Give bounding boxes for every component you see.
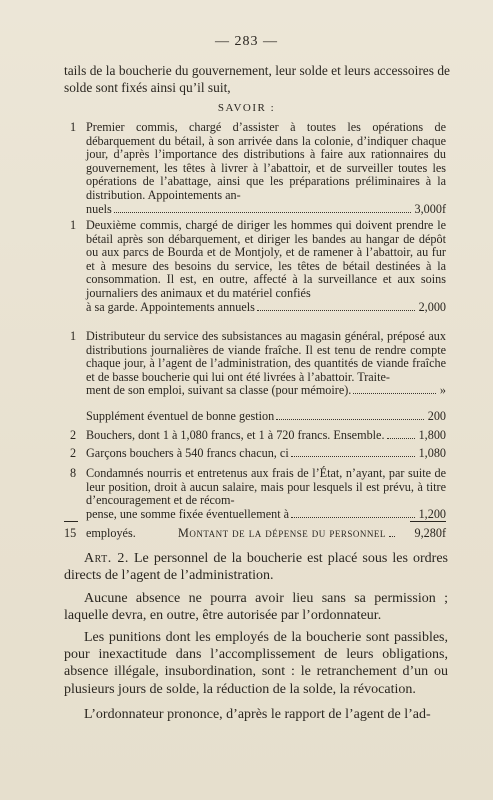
article-2	[64, 550, 448, 584]
total-description: Montant de la dépense du personnel	[178, 526, 386, 540]
entry-last-line: nuels	[86, 201, 112, 216]
entry-description: Premier commis, chargé d’assister à toutes les opérations de débarquement du bétail, à son arrivée dans la colonie, d’indiquer chaque jour, d’après l’importance des distributions à faire aux rationnaires du gouvernement, les têtes à livrer à l’abattoir, et de surveiller toutes les opérations de l’abattage, ainsi que les préparations préliminaires à la distribution. Appointements an-	[86, 120, 446, 202]
entry-last-line: à sa garde. Appointements annuels	[86, 299, 255, 314]
savoir-heading: SAVOIR :	[217, 102, 276, 114]
entry-amount: 1,800	[418, 428, 446, 442]
entry-description: Condamnés nourris et entretenus aux frais de l’État, n’ayant, par suite de leur position, droit à aucun salaire, mais pour lesquels il est prévu, à titre d’encouragement et de récom-	[86, 466, 446, 508]
article-text: Le personnel de la boucherie est placé sous les ordres directs de l’agent de l’administration.	[64, 551, 448, 584]
entry-supplement	[64, 410, 446, 424]
total-amount: 9,280f	[414, 526, 446, 540]
entry-count: 1	[70, 218, 77, 232]
total-label: employés.	[86, 526, 136, 540]
entry-distributeur	[64, 330, 446, 398]
entry-count: 2	[70, 428, 77, 442]
paragraph-absence	[64, 590, 448, 624]
article-label: Art. 2.	[84, 551, 129, 566]
entry-amount: 200	[427, 409, 446, 423]
entry-amount: 2,000	[418, 299, 446, 314]
paragraph-ordonnateur	[64, 706, 448, 723]
entry-description: Distributeur du service des subsistances au magasin général, préposé aux distributions journalières de viande fraîche. Il est tenu de rendre compte chaque jour, à l’agent de l’administration, des quantités de viande fraîche et de basse boucherie qui lui ont été livrées à l’abattoir. Traite-	[86, 329, 446, 384]
entry-last-line: Supplément éventuel de bonne gestion	[86, 409, 275, 423]
entry-deuxieme-commis	[64, 219, 446, 314]
entry-condamnes	[64, 467, 446, 521]
intro-text: tails de la boucherie du gouvernement, leur solde et leurs accessoires de solde sont fixés ainsi qu’il suit,	[64, 63, 450, 95]
entry-bouchers	[64, 429, 446, 443]
entry-garcons-bouchers	[64, 447, 446, 461]
entry-last-line: pense, une somme fixée éventuellement à	[86, 506, 290, 521]
paragraph-punitions	[64, 629, 448, 698]
entry-premier-commis	[64, 121, 446, 216]
entry-description: Deuxième commis, chargé de diriger les hommes qui doivent prendre le bétail après son débarquement, et diriger les bandes au hangar de dépôt ou aux parcs de Bourda et de Montjoly, et de ramener à l’abattoir, au fur et à mesure des besoins du service, les têtes de bétail destinées à la consommation. Il est, en outre, affecté à la surveillance et aux soins journaliers des animaux et du matériel confiés	[86, 218, 446, 300]
entry-last-line: Bouchers, dont 1 à 1,080 francs, et 1 à 720 francs. Ensemble.	[86, 428, 385, 442]
paragraph-text: Aucune absence ne pourra avoir lieu sans sa permission ; laquelle devra, en outre, être autorisée par l’ordonnateur.	[64, 591, 448, 624]
entry-amount: 1,080	[418, 446, 446, 460]
entry-count: 8	[70, 466, 77, 480]
total-rule-right	[410, 521, 446, 522]
entry-amount: 1,200	[418, 506, 446, 521]
paragraph-text: L’ordonnateur prononce, d’après le rapport de l’agent de l’ad-	[84, 707, 431, 722]
paragraph-text: Les punitions dont les employés de la boucherie sont passibles, pour inexactitude dans l’accomplissement de leurs obligations, absence illégale, insubordination, sont : le retranchement d’un ou plusieurs jours de solde, la réduction de la solde, la révocation.	[64, 630, 448, 697]
total-count: 15	[64, 526, 77, 540]
page-number: — 283 —	[215, 34, 278, 49]
entry-amount: 3,000f	[414, 201, 446, 216]
entry-last-line: Garçons bouchers à 540 francs chacun, ci	[86, 446, 289, 460]
entry-count: 2	[70, 446, 77, 460]
entry-amount: »	[439, 383, 446, 398]
entry-last-line: ment de son emploi, suivant sa classe (pour mémoire).	[86, 383, 352, 398]
total-rule-left	[64, 521, 78, 522]
entry-count: 1	[70, 120, 77, 134]
entry-count: 1	[70, 329, 77, 343]
